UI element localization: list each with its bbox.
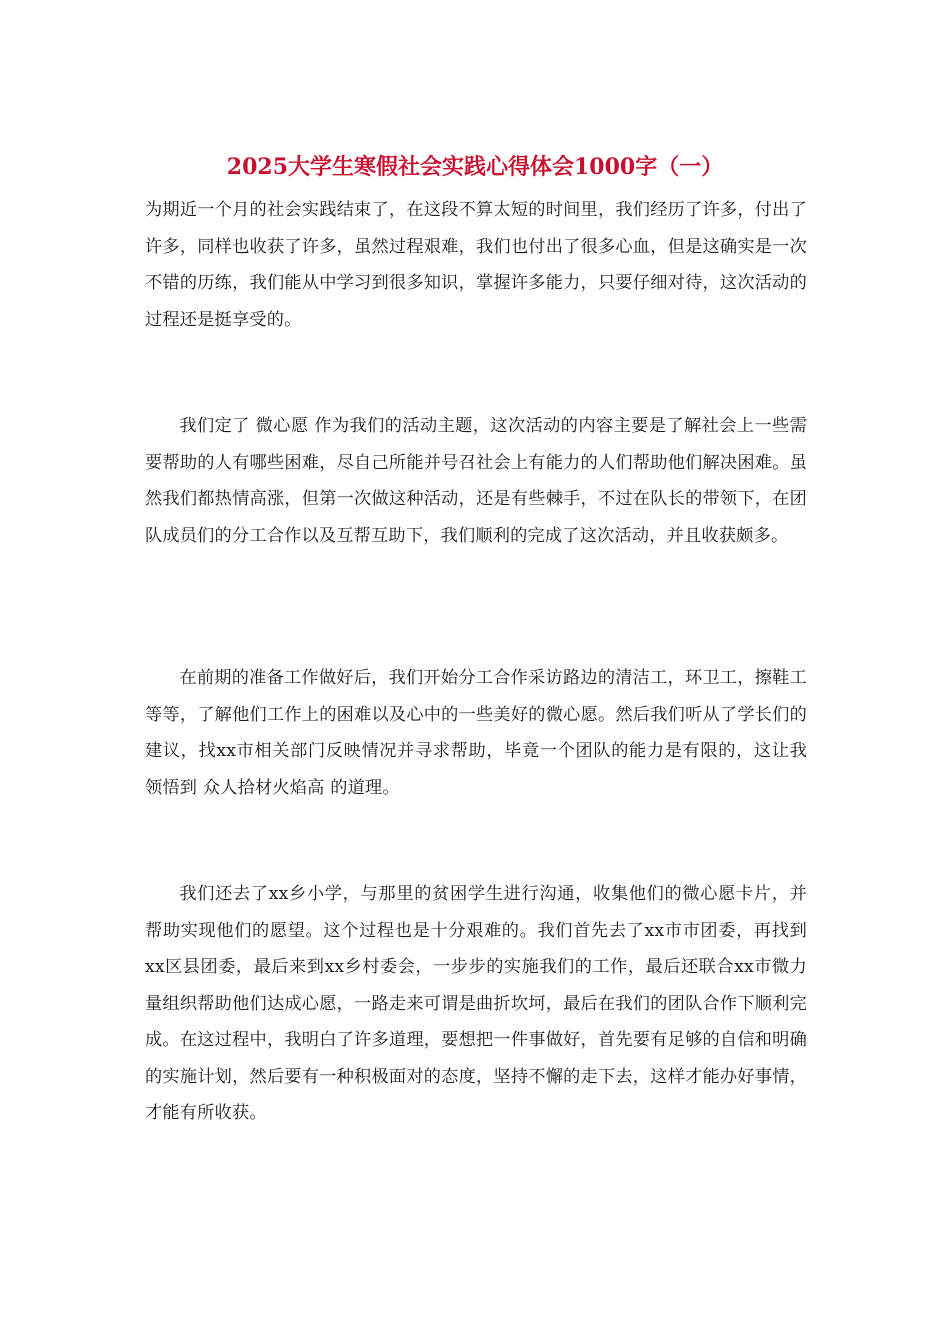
document-title: 2025大学生寒假社会实践心得体会1000字（一）: [226, 154, 724, 180]
paragraph-3: 在前期的准备工作做好后，我们开始分工合作采访路边的清洁工，环卫工，擦鞋工等等，了解他们工作上的困难以及心中的一些美好的微心愿。然后我们听从了学长们的建议，找xx市相关部门反映情况并寻求帮助，毕竟一个团队的能力是有限的，这让我领悟到 众人拾材火焰高 的道理。: [145, 668, 807, 798]
paragraph-4: 我们还去了xx乡小学，与那里的贫困学生进行沟通，收集他们的微心愿卡片，并帮助实现他们的愿望。这个过程也是十分艰难的。我们首先去了xx市市团委，再找到xx区县团委，最后来到xx乡村委会，一步步的实施我们的工作，最后还联合xx市微力量组织帮助他们达成心愿，一路走来可谓是曲折坎坷，最后在我们的团队合作下顺利完成。在这过程中，我明白了许多道理，要想把一件事做好，首先要有足够的自信和明确的实施计划，然后要有一种积极面对的态度，坚持不懈的走下去，这样才能办好事情，才能有所收获。: [145, 884, 807, 1123]
paragraph-2: 我们定了 微心愿 作为我们的活动主题，这次活动的内容主要是了解社会上一些需要帮助的人有哪些困难，尽自己所能并号召社会上有能力的人们帮助他们解决困难。虽然我们都热情高涨，但第一次做这种活动，还是有些棘手，不过在队长的带领下，在团队成员们的分工合作以及互帮互助下，我们顺利的完成了这次活动，并且收获颇多。: [145, 416, 807, 546]
paragraph-1: 为期近一个月的社会实践结束了，在这段不算太短的时间里，我们经历了许多，付出了许多，同样也收获了许多，虽然过程艰难，我们也付出了很多心血，但是这确实是一次不错的历练，我们能从中学习到很多知识，掌握许多能力，只要仔细对待，这次活动的过程还是挺享受的。: [145, 200, 807, 330]
